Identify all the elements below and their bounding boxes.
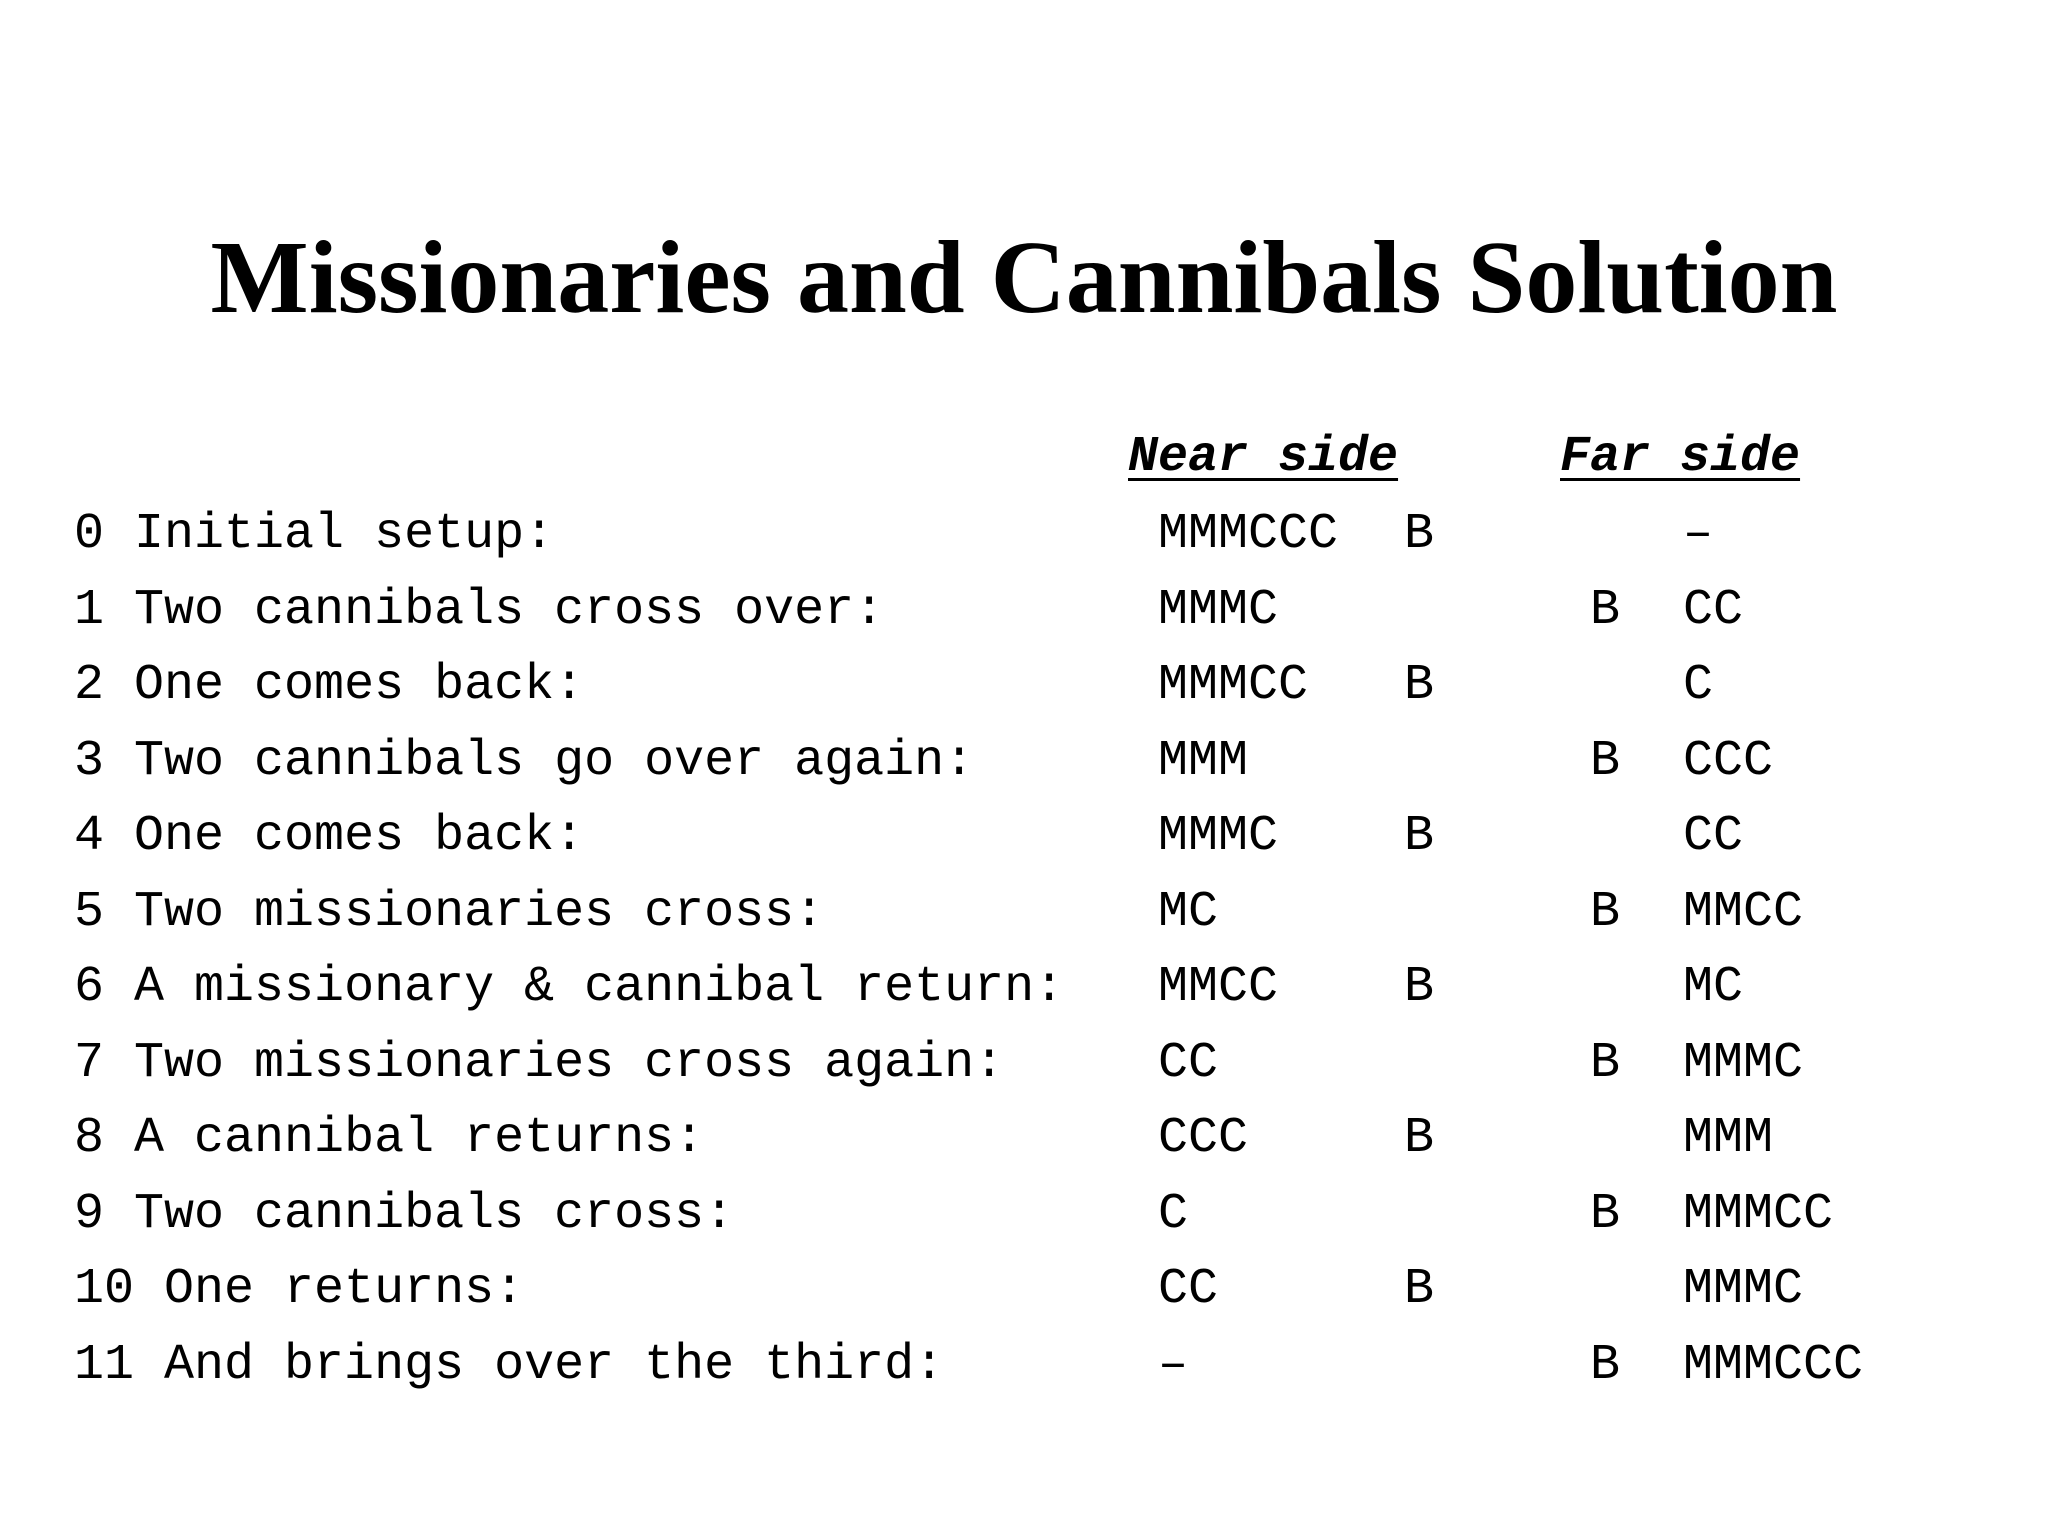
step-number: 11 <box>74 1336 135 1394</box>
near-side-cell: MMCC <box>1158 959 1279 1016</box>
table-row <box>74 958 1974 1034</box>
step-description: Two cannibals cross over: <box>134 581 885 639</box>
far-boat-cell: B <box>1590 732 1621 790</box>
near-boat-cell: B <box>1404 808 1435 865</box>
step-number: 8 <box>74 1110 105 1167</box>
far-side-cell: MMCC <box>1683 883 1804 941</box>
step-number: 2 <box>74 657 105 714</box>
table-row <box>74 656 1974 732</box>
near-boat-cell: B <box>1404 657 1435 714</box>
table-row <box>74 1185 1974 1261</box>
near-side-cell: MMMC <box>1158 581 1279 639</box>
near-side-cell: MC <box>1158 883 1219 941</box>
table-row <box>74 732 1974 808</box>
near-boat-cell: B <box>1404 959 1435 1016</box>
table-row <box>74 807 1974 883</box>
table-row <box>74 1260 1974 1336</box>
step-label <box>74 732 974 792</box>
step-number: 9 <box>74 1185 105 1243</box>
far-boat-cell: B <box>1590 883 1621 941</box>
step-description: And brings over the third: <box>164 1336 945 1394</box>
step-description: One comes back: <box>134 808 585 865</box>
near-side-cell: MMMCCC <box>1158 506 1339 563</box>
step-label <box>74 505 554 565</box>
step-description: Two cannibals cross: <box>134 1185 735 1243</box>
step-number: 7 <box>74 1034 105 1092</box>
near-boat-cell: B <box>1404 1261 1435 1318</box>
table-row <box>74 1109 1974 1185</box>
step-number: 10 <box>74 1261 135 1318</box>
far-side-cell: MMMCCC <box>1683 1336 1864 1394</box>
step-label <box>74 1034 1004 1094</box>
table-row <box>74 505 1974 581</box>
step-description: Two cannibals go over again: <box>134 732 975 790</box>
near-side-cell: C <box>1158 1185 1189 1243</box>
table-row <box>74 581 1974 657</box>
near-boat-cell: B <box>1404 506 1435 563</box>
near-boat-cell: B <box>1404 1110 1435 1167</box>
slide-title: Missionaries and Cannibals Solution <box>210 220 1838 335</box>
step-label <box>74 1260 524 1320</box>
table-row <box>74 1034 1974 1110</box>
step-number: 4 <box>74 808 105 865</box>
step-description: Two missionaries cross: <box>134 883 825 941</box>
step-label <box>74 883 824 943</box>
far-side-cell: CCC <box>1683 732 1774 790</box>
step-number: 1 <box>74 581 105 639</box>
far-boat-cell: B <box>1590 1034 1621 1092</box>
near-side-header: Near side <box>1128 429 1399 486</box>
far-side-cell: CC <box>1683 581 1744 639</box>
table-row <box>74 1336 1974 1412</box>
far-side-cell: – <box>1683 506 1714 563</box>
step-number: 3 <box>74 732 105 790</box>
step-label <box>74 1336 944 1396</box>
step-description: One returns: <box>164 1261 525 1318</box>
far-side-cell: C <box>1683 657 1714 714</box>
far-side-cell: MMMC <box>1683 1261 1804 1318</box>
far-side-cell: CC <box>1683 808 1744 865</box>
step-number: 6 <box>74 959 105 1016</box>
step-description: Two missionaries cross again: <box>134 1034 1005 1092</box>
near-side-cell: MMMC <box>1158 808 1279 865</box>
far-side-cell: MMM <box>1683 1110 1774 1167</box>
near-side-cell: CCC <box>1158 1110 1249 1167</box>
far-boat-cell: B <box>1590 581 1621 639</box>
step-number: 5 <box>74 883 105 941</box>
step-number: 0 <box>74 506 105 563</box>
far-side-cell: MC <box>1683 959 1744 1016</box>
step-label <box>74 1109 704 1169</box>
far-boat-cell: B <box>1590 1185 1621 1243</box>
step-description: One comes back: <box>134 657 585 714</box>
step-label <box>74 1185 734 1245</box>
far-side-cell: MMMCC <box>1683 1185 1834 1243</box>
near-side-cell: MMMCC <box>1158 657 1309 714</box>
step-description: A missionary & cannibal return: <box>134 959 1065 1016</box>
step-description: A cannibal returns: <box>134 1110 705 1167</box>
near-side-cell: CC <box>1158 1034 1219 1092</box>
table-row <box>74 883 1974 959</box>
far-side-cell: MMMC <box>1683 1034 1804 1092</box>
near-side-cell: CC <box>1158 1261 1219 1318</box>
step-description: Initial setup: <box>134 506 555 563</box>
step-label <box>74 958 1064 1018</box>
solution-table <box>74 505 1974 1411</box>
far-side-header: Far side <box>1560 429 1801 486</box>
step-label <box>74 581 884 641</box>
step-label <box>74 656 584 716</box>
near-side-cell: MMM <box>1158 732 1249 790</box>
far-boat-cell: B <box>1590 1336 1621 1394</box>
step-label <box>74 807 584 867</box>
near-side-cell: – <box>1158 1336 1189 1394</box>
